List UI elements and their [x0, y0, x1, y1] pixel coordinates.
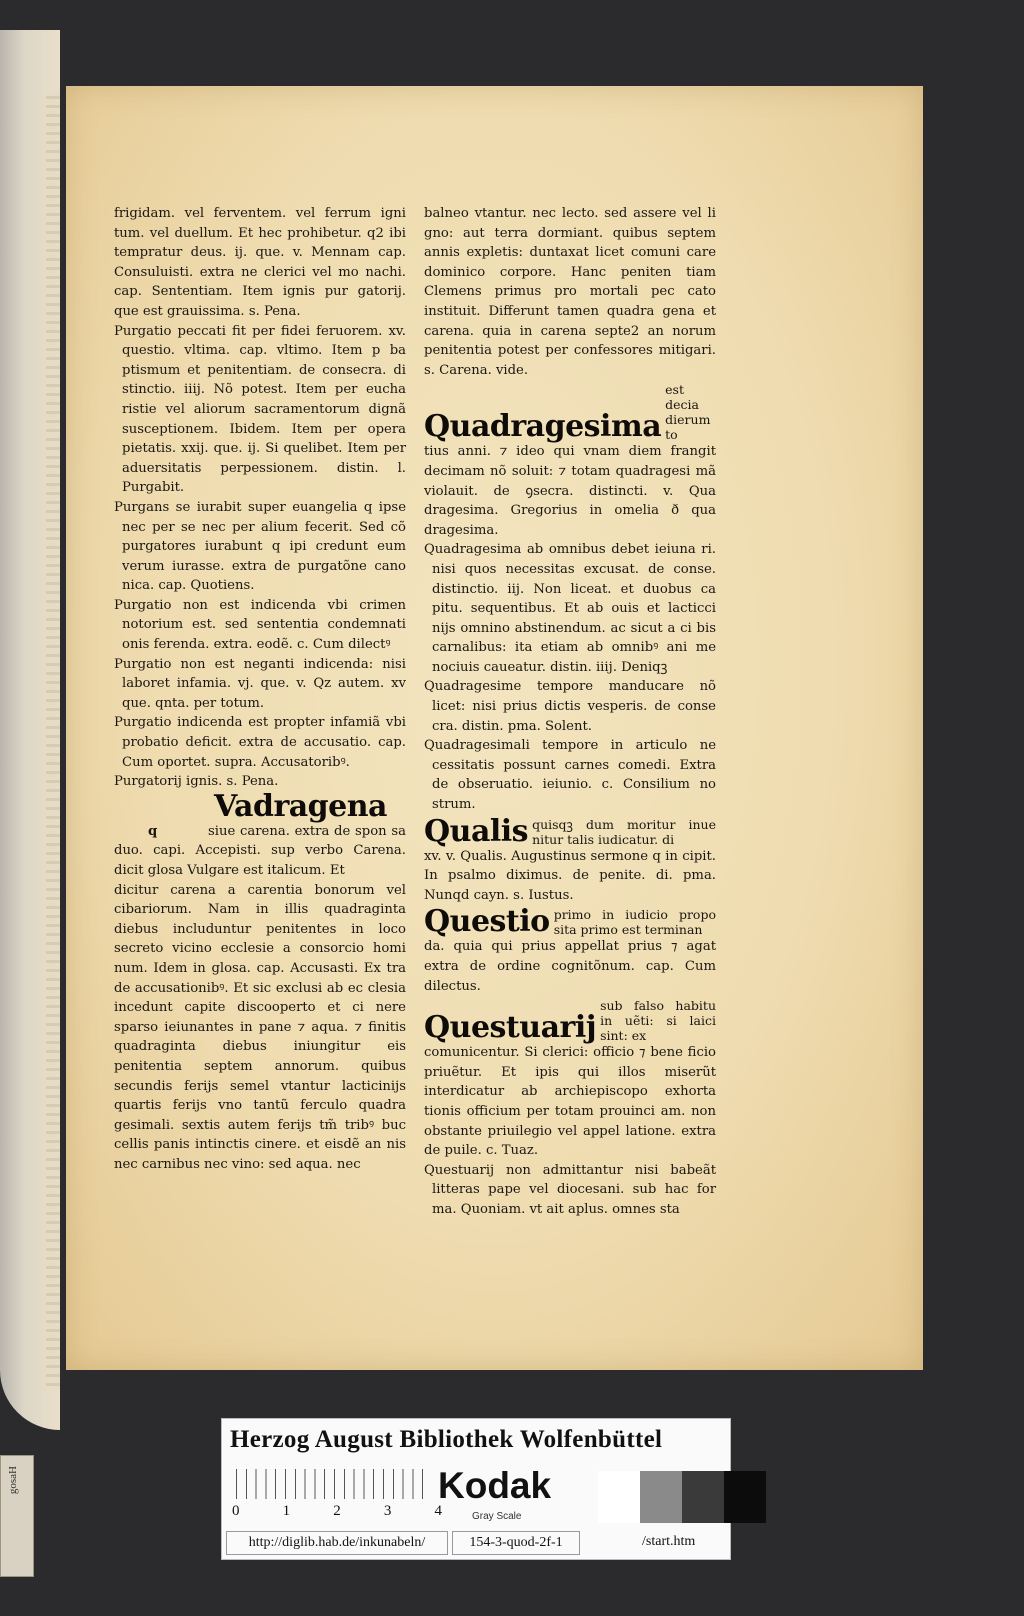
- page-edge-stack: [46, 90, 60, 1390]
- entry-quadragesima-ieiunari: Quadragesima ab omnibus debet ieiuna ri. nisi quos necessitas excusat. de conse. distinctio. iij. Non liceat. et duobus ca pitu. sequentibus. Et ab ouis et lacticci nijs omnino abstinendum. ac sicut a ci bis carnalibus: ita etiam ab omnibꝰ ani me nociuis caueatur. distin. iiij. Deniqꝫ: [424, 542, 716, 675]
- gray-scale-label: Gray Scale: [472, 1511, 522, 1522]
- measure-ruler: [236, 1469, 432, 1499]
- carena-continuation: balneo vtantur. nec lecto. sed assere vel li gno: aut terra dormiant. quibus septem annis expletis: duntaxat licet comuni care dominico corpore. Hanc peniten tiam Clemens primus pro mortali pec cato instituit. Differunt tamen quadra gena et carena. quia in carena septe2 an norum penitentia potest per confessores mitigari. s. Carena. vide.: [424, 206, 716, 378]
- facing-page-edge: [0, 30, 60, 1430]
- questuarij-lead: sub falso habitu in uẽti: si laici sint: ex: [600, 998, 716, 1044]
- quadragesima-body: tius anni. ⁊ ideo qui vnam diem frangit decimam nõ soluit: ⁊ totam quadragesi mã violauit. de ꝯsecra. distincti. v. Qua dragesima. Gregorius in omelia ð qua dragesima.: [424, 444, 716, 538]
- swatch-white: [598, 1471, 640, 1523]
- heading-quadragesima: Quadragesima: [424, 409, 662, 445]
- ruler-number: 2: [333, 1503, 341, 1519]
- entry-purgans: Purgans se iurabit super euangelia q ipse nec per se nec per alium fecerit. Sed cõ purgatores iurabunt q ipi credunt eum verum iurasse. extra de purgatõne cano nica. cap. Quotiens.: [114, 499, 406, 594]
- left-column: [114, 204, 406, 1175]
- guide-letter: q: [148, 823, 158, 839]
- questuarij-heading-row: [424, 998, 716, 1046]
- text-block: frigidam. vel ferventem. vel ferrum igni tum. vel duellum. Et hec prohibetur. q2 ibi tempratur deus. ij. que. v. Mennam cap. Consuluisti. extra ne clerici vel mo nachi. cap. Sententiam. Item ignis pur gatorij. que est grauissima. s. Pena.: [114, 206, 406, 319]
- heading-questio: Questio: [424, 904, 550, 940]
- entry-purgatio-peccati: Purgatio peccati fit per fidei feruorem. xv. questio. vltima. cap. vltimo. Item p ba ptismum et penitentiam. de consecra. di stinctio. iiij. Nõ potest. Item per eucha ristie vel aliorum sacramentorum dignã susceptionem. Ibidem. Item per opera pietatis. xxij. que. ij. Si quelibet. Item per aduersitatis perpessionem. distin. l. Purgabit.: [114, 323, 406, 496]
- start-path: /start.htm: [642, 1534, 696, 1549]
- entry-purgatio-neganti: Purgatio non est neganti indicenda: nisi laboret infamia. vj. que. v. Qz autem. xv que. qnta. per totum.: [114, 656, 406, 711]
- gray-scale-swatches: [598, 1471, 766, 1523]
- entry-purgatorij: Purgatorij ignis. s. Pena.: [114, 774, 279, 790]
- questio-body: da. quia qui prius appellat prius ⁊ agat extra de ordine cognitõnum. cap. Cum dilectus.: [424, 939, 716, 994]
- heading-vadragena: Vadragena: [214, 788, 387, 824]
- manuscript-page: [66, 86, 923, 1370]
- vadragena-tail: dicitur carena a carentia bonorum vel cibariorum. Nam in illis quadraginta diebus includuntur penitentes in loco secreto vicino ecclesie a consorcio homi num. Idem in glosa. cap. Accusasti. Ex tra de accusationibꝰ. Et sic exclusi ab ec clesia incedunt capite discooperto et ci nere sparso ieiunantes in pane ⁊ aqua. ⁊ finitis quadraginta diebus iniungitur eis penitentia septem annorum. quibus secundis ferijs semel vtantur lacticinijs quartis ferijs vno tantũ ferculo quadra gesimali. sextis autem ferijs tm̃ tribꝰ buc cellis panis intinctis cinere. et eisdẽ an nis nec carnibus nec vino: sed aqua. nec: [114, 882, 406, 1172]
- entry-purgatio-infamia: Purgatio indicenda est propter infamiã vbi probatio deficit. extra de accusatio. cap. Cum oportet. supra. Accusatoribꝰ.: [114, 715, 406, 770]
- swatch-dark-gray: [682, 1471, 724, 1523]
- vadragena-continuation: siue carena. extra de spon sa duo. capi. Accepisti. sup verbo Carena. dicit glosa Vulgare est italicum. Et: [114, 823, 406, 878]
- quadragesima-lead: est decia dierum to: [665, 382, 711, 443]
- ruler-number: 4: [434, 1503, 442, 1519]
- source-url: http://diglib.hab.de/inkunabeln/: [226, 1531, 448, 1555]
- right-column: [424, 204, 716, 1220]
- entry-purgatio-notorium: Purgatio non est indicenda vbi crimen notorium est. sed sententia condemnati onis ferenda. extra. eodẽ. c. Cum dilectꝰ: [114, 597, 406, 653]
- swatch-black: [724, 1471, 766, 1523]
- heading-qualis: Qualis: [424, 813, 529, 849]
- questuarij-body: comunicentur. Si clerici: officio ⁊ bene ficio priuẽtur. Et ipis qui illos miserũt interdicatur ab archiepiscopo exhorta tionis officium per totam prouinci am. non obstante priuilegio vel appel latione. extra de puile. c. Tuaz.: [424, 1045, 716, 1159]
- qualis-body: xv. v. Qualis. Augustinus sermone q in cipit. In psalmo diximus. de penite. di. pma. Nunqd cayn. s. Iustus.: [424, 848, 716, 903]
- quadragesima-heading-row: [424, 382, 716, 445]
- spine-label-tab: [0, 1455, 34, 1577]
- ruler-number: 3: [383, 1503, 392, 1519]
- swatch-mid-gray: [640, 1471, 682, 1523]
- item-id: 154-3-quod-2f-1: [452, 1531, 580, 1555]
- questio-lead: primo in iudicio propo sita primo est terminan: [553, 907, 716, 938]
- qualis-lead: quisqꝫ dum moritur inue nitur talis iudicatur. di: [532, 816, 716, 847]
- library-label-card: [221, 1418, 731, 1560]
- ruler-number: 0: [232, 1503, 240, 1519]
- ruler-numbers: [232, 1503, 442, 1520]
- entry-quadragesime-tempore: Quadragesime tempore manducare nõ licet: nisi prius dictis vesperis. de conse cra. distin. pma. Solent.: [424, 679, 716, 734]
- qualis-heading-row: [424, 813, 716, 849]
- spine-label: gosaH: [7, 1466, 19, 1495]
- entry-quadragesimali: Quadragesimali tempore in articulo ne cessitatis possunt carnes comedi. Extra de obseruatio. ieiunio. c. Consilium no strum.: [424, 738, 716, 813]
- library-name: Herzog August Bibliothek Wolfenbüttel: [230, 1426, 663, 1453]
- ruler-number: 1: [282, 1503, 291, 1519]
- questio-heading-row: [424, 904, 716, 940]
- heading-questuarij: Questuarij: [424, 1010, 597, 1046]
- vadragena-block: [114, 822, 406, 881]
- entry-questuarij-admittantur: Questuarij non admittantur nisi babeãt litteras pape vel diocesani. sub hac for ma. Quoniam. vt ait aplus. omnes sta: [424, 1162, 716, 1217]
- kodak-logo: Kodak: [438, 1465, 552, 1506]
